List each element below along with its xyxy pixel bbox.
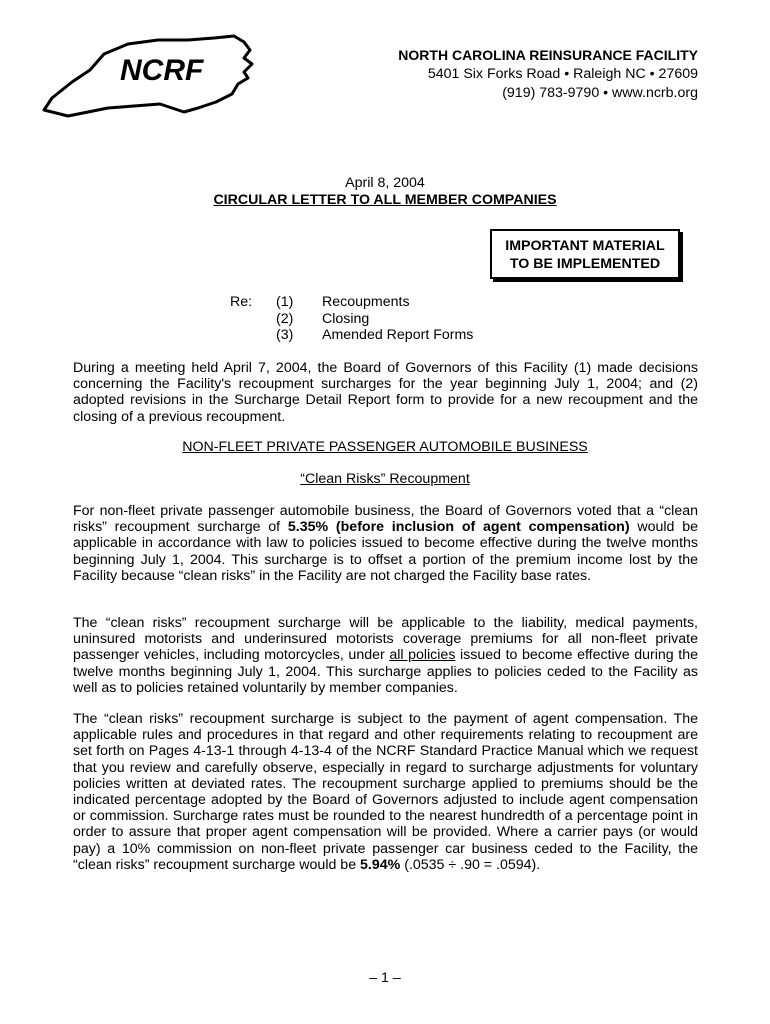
paragraph-applicability [73, 615, 698, 696]
re-item-text: Amended Report Forms [322, 327, 474, 343]
re-item-text: Recoupments [322, 294, 410, 310]
re-item [276, 327, 474, 344]
paragraph-agent-compensation [73, 711, 698, 873]
page-number: – 1 – [369, 970, 401, 986]
org-address: 5401 Six Forks Road • Raleigh NC • 27609 [427, 66, 698, 82]
underlined-all-policies: all policies [389, 647, 456, 664]
paragraph-intro: During a meeting held April 7, 2004, the Board of Governors of this Facility (1) made decisions concerning the Facility's recoupment surcharges for the year beginning July 1, 2004; and (2) adopted revisions in the Surcharge Detail Report form to provide for a new recoupment and the closing of a previous recoupment. [73, 360, 698, 425]
important-line-2: TO BE IMPLEMENTED [509, 256, 661, 272]
re-item-number: (1) [276, 294, 294, 310]
text-run: The “clean risks” recoupment surcharge is subject to the payment of agent compensation. The applicable rules and procedures in that regard and other requirements relating to recoupment are set forth on Pages 4-13-1 through 4-13-4 of the NCRF Standard Practice Manual which we request that you review and carefully observe, especially in regard to surcharge adjustments for voluntary policies written at deviated rates. The recoupment surcharge applied to premiums should be the indicated percentage adopted by the Board of Governors adjusted to include agent compensation or commission. Surcharge rates must be rounded to the nearest hundredth of a percentage point in order to assure that proper agent compensation will be provided. Where a carrier pays (or would pay) a 10% commission on non-fleet private passenger car business ceded to the Facility, the “clean risks” recoupment surcharge would be [73, 711, 698, 873]
re-item [276, 294, 410, 311]
important-line-1: IMPORTANT MATERIAL [505, 238, 665, 254]
re-item [276, 310, 370, 328]
re-item-text: Closing [322, 310, 370, 327]
text-run: (.0535 ÷ .90 = .0594). [400, 856, 541, 873]
circular-title: CIRCULAR LETTER TO ALL MEMBER COMPANIES [213, 192, 557, 208]
important-material-box [490, 229, 680, 279]
org-contact: (919) 783-9790 • www.ncrb.org [502, 85, 698, 101]
letter-date: April 8, 2004 [345, 175, 425, 191]
paragraph-surcharge [73, 503, 698, 584]
re-item-number: (2) [276, 310, 294, 327]
re-item-number: (3) [276, 327, 294, 343]
org-name: NORTH CAROLINA REINSURANCE FACILITY [398, 47, 698, 63]
re-label: Re: [230, 294, 253, 310]
letterhead [398, 46, 698, 103]
text-run: issued to become effective during the twelve months beginning July 1, 2004. This surcharge applies to policies ceded to the Facility as well as to policies retained voluntarily by member companies. [73, 647, 699, 696]
ncrf-logo [38, 32, 258, 124]
bold-surcharge-rate: 5.35% (before inclusion of agent compensation) [287, 519, 630, 536]
text-run: The “clean risks” recoupment surcharge will be applicable to the liability, medical payments, uninsured motorists and underinsured motorists coverage premiums for all non-fleet private passenger vehicles, including motorcycles, under [73, 615, 698, 664]
text-run: would be applicable in accordance with law to policies issued to become effective during the twelve months beginning July 1, 2004. This surcharge is to offset a portion of the premium income lost by the Facility because “clean risks” in the Facility are not charged the Facility base rates. [73, 519, 698, 584]
subsection-heading: “Clean Risks” Recoupment [300, 471, 470, 487]
text-run: For non-fleet private passenger automobile business, the Board of Governors voted that a “clean risks” recoupment surcharge of [73, 503, 698, 536]
bold-adjusted-rate: 5.94% [360, 856, 401, 873]
section-heading: NON-FLEET PRIVATE PASSENGER AUTOMOBILE BUSINESS [182, 439, 588, 455]
logo-text: NCRF [120, 54, 204, 87]
